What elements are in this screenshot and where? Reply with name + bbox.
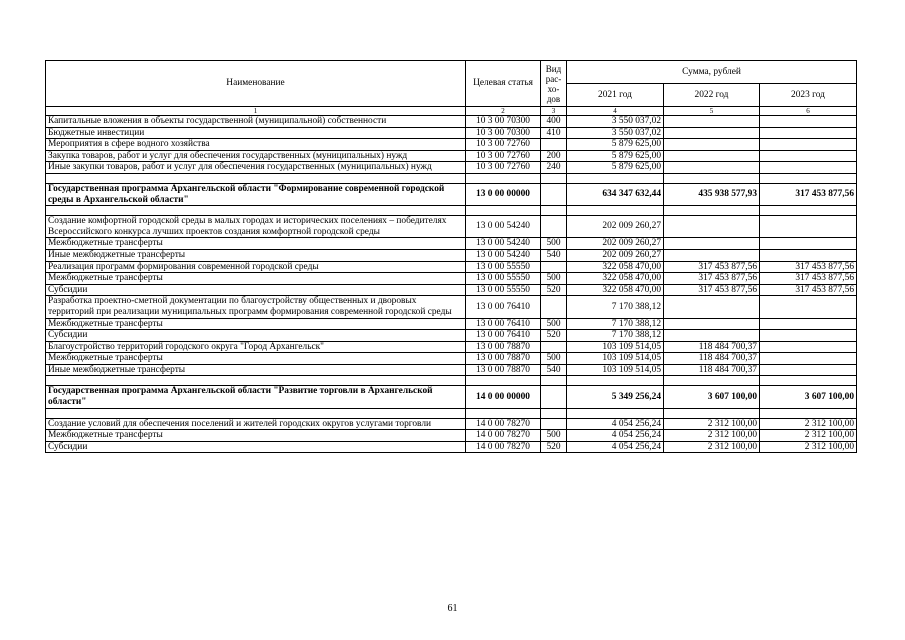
- row-sum-2021-cell: 4 054 256,24: [567, 441, 664, 453]
- column-number: 6: [760, 107, 857, 116]
- row-expense-type-cell: [541, 183, 567, 205]
- row-sum-2023-cell: [760, 238, 857, 250]
- row-sum-2023-cell: 2 312 100,00: [760, 441, 857, 453]
- table-row: [46, 353, 857, 365]
- row-expense-type-cell: 500: [541, 430, 567, 442]
- row-name-cell: Государственная программа Архангельской области "Формирование современной городской среды в Архангельской области": [46, 183, 466, 205]
- row-name-cell: Иные закупки товаров, работ и услуг для обеспечения государственных (муниципальных) нужд: [46, 162, 466, 174]
- row-target-cell: 14 0 00 78270: [466, 430, 541, 442]
- table-row: [46, 238, 857, 250]
- row-sum-2021-cell: 7 170 388,12: [567, 318, 664, 330]
- row-sum-2022-cell: 118 484 700,37: [664, 353, 760, 365]
- row-name-cell: Субсидии: [46, 284, 466, 296]
- empty-cell: [760, 376, 857, 386]
- empty-cell: [664, 206, 760, 216]
- row-name-cell: Межбюджетные трансферты: [46, 238, 466, 250]
- row-sum-2021-cell: 3 550 037,02: [567, 127, 664, 139]
- table-row: [46, 261, 857, 273]
- row-expense-type-cell: 500: [541, 318, 567, 330]
- row-sum-2022-cell: 317 453 877,56: [664, 284, 760, 296]
- row-sum-2021-cell: 5 879 625,00: [567, 150, 664, 162]
- empty-cell: [664, 376, 760, 386]
- row-target-cell: 13 0 00 76410: [466, 296, 541, 318]
- row-sum-2021-cell: 4 054 256,24: [567, 430, 664, 442]
- row-sum-2023-cell: [760, 353, 857, 365]
- column-number: 5: [664, 107, 760, 116]
- row-name-cell: Иные межбюджетные трансферты: [46, 364, 466, 376]
- empty-cell: [466, 206, 541, 216]
- row-name-cell: Благоустройство территорий городского округа "Город Архангельск": [46, 341, 466, 353]
- row-sum-2022-cell: [664, 330, 760, 342]
- table-row: [46, 127, 857, 139]
- row-sum-2022-cell: [664, 296, 760, 318]
- header-expense-type: Вид рас- хо- дов: [541, 61, 567, 107]
- table-row: [46, 150, 857, 162]
- row-sum-2021-cell: 7 170 388,12: [567, 296, 664, 318]
- row-name-cell: Иные межбюджетные трансферты: [46, 249, 466, 261]
- row-target-cell: 13 0 00 76410: [466, 330, 541, 342]
- row-sum-2023-cell: [760, 150, 857, 162]
- table-row: [46, 139, 857, 151]
- row-expense-type-cell: 200: [541, 150, 567, 162]
- row-target-cell: 13 0 00 78870: [466, 353, 541, 365]
- table-row: [46, 441, 857, 453]
- row-expense-type-cell: 500: [541, 353, 567, 365]
- row-sum-2023-cell: 2 312 100,00: [760, 430, 857, 442]
- row-sum-2023-cell: [760, 318, 857, 330]
- row-sum-2022-cell: 2 312 100,00: [664, 430, 760, 442]
- empty-cell: [664, 408, 760, 418]
- empty-cell: [46, 408, 466, 418]
- spacer-row: [46, 376, 857, 386]
- row-sum-2022-cell: [664, 127, 760, 139]
- column-number: 1: [46, 107, 466, 116]
- row-sum-2023-cell: [760, 216, 857, 238]
- table-row: [46, 418, 857, 430]
- row-sum-2022-cell: 118 484 700,37: [664, 341, 760, 353]
- budget-table: [45, 60, 857, 453]
- row-expense-type-cell: 540: [541, 249, 567, 261]
- table-row: [46, 430, 857, 442]
- row-target-cell: 13 0 00 76410: [466, 318, 541, 330]
- table-row: [46, 364, 857, 376]
- row-sum-2021-cell: 202 009 260,27: [567, 249, 664, 261]
- row-name-cell: Капитальные вложения в объекты государственной (муниципальной) собственности: [46, 116, 466, 128]
- row-sum-2021-cell: 3 550 037,02: [567, 116, 664, 128]
- row-sum-2022-cell: [664, 249, 760, 261]
- row-target-cell: 14 0 00 78270: [466, 441, 541, 453]
- row-name-cell: Межбюджетные трансферты: [46, 318, 466, 330]
- row-name-cell: Закупка товаров, работ и услуг для обеспечения государственных (муниципальных) нужд: [46, 150, 466, 162]
- row-target-cell: 10 3 00 72760: [466, 150, 541, 162]
- row-expense-type-cell: 500: [541, 238, 567, 250]
- row-sum-2021-cell: 103 109 514,05: [567, 341, 664, 353]
- row-expense-type-cell: 520: [541, 330, 567, 342]
- row-sum-2023-cell: [760, 330, 857, 342]
- row-sum-2021-cell: 5 879 625,00: [567, 139, 664, 151]
- row-target-cell: 13 0 00 55550: [466, 273, 541, 285]
- row-expense-type-cell: 520: [541, 284, 567, 296]
- row-name-cell: Субсидии: [46, 441, 466, 453]
- row-name-cell: Межбюджетные трансферты: [46, 353, 466, 365]
- empty-cell: [760, 206, 857, 216]
- row-sum-2023-cell: 317 453 877,56: [760, 261, 857, 273]
- row-sum-2022-cell: [664, 216, 760, 238]
- table-row: [46, 318, 857, 330]
- row-name-cell: Создание условий для обеспечения поселений и жителей городских округов услугами торговли: [46, 418, 466, 430]
- row-name-cell: Межбюджетные трансферты: [46, 273, 466, 285]
- table-row: [46, 341, 857, 353]
- row-sum-2022-cell: 3 607 100,00: [664, 386, 760, 408]
- row-target-cell: 13 0 00 00000: [466, 183, 541, 205]
- row-target-cell: 10 3 00 70300: [466, 127, 541, 139]
- row-sum-2023-cell: 3 607 100,00: [760, 386, 857, 408]
- table-row: [46, 162, 857, 174]
- empty-cell: [466, 173, 541, 183]
- row-name-cell: Государственная программа Архангельской области "Развитие торговли в Архангельской области": [46, 386, 466, 408]
- empty-cell: [567, 206, 664, 216]
- table-row: [46, 249, 857, 261]
- row-expense-type-cell: [541, 139, 567, 151]
- row-sum-2022-cell: [664, 162, 760, 174]
- row-sum-2023-cell: [760, 116, 857, 128]
- row-expense-type-cell: 540: [541, 364, 567, 376]
- table-row: [46, 284, 857, 296]
- row-name-cell: Разработка проектно-сметной документации по благоустройству общественных и дворовых территорий при реализации муниципальных программ формирования современной городской среды: [46, 296, 466, 318]
- row-sum-2022-cell: [664, 238, 760, 250]
- row-sum-2021-cell: 322 058 470,00: [567, 284, 664, 296]
- column-number: 4: [567, 107, 664, 116]
- row-target-cell: 10 3 00 70300: [466, 116, 541, 128]
- row-sum-2023-cell: [760, 364, 857, 376]
- table-body: [46, 116, 857, 453]
- empty-cell: [760, 173, 857, 183]
- row-target-cell: 14 0 00 78270: [466, 418, 541, 430]
- table-row: [46, 116, 857, 128]
- row-sum-2022-cell: 2 312 100,00: [664, 418, 760, 430]
- empty-cell: [664, 173, 760, 183]
- column-number: 3: [541, 107, 567, 116]
- row-sum-2021-cell: 103 109 514,05: [567, 353, 664, 365]
- row-sum-2021-cell: 322 058 470,00: [567, 261, 664, 273]
- row-target-cell: 10 3 00 72760: [466, 162, 541, 174]
- row-expense-type-cell: [541, 341, 567, 353]
- empty-cell: [466, 376, 541, 386]
- row-expense-type-cell: [541, 386, 567, 408]
- row-sum-2022-cell: [664, 116, 760, 128]
- page-number: 61: [447, 603, 458, 614]
- table-row: [46, 296, 857, 318]
- row-expense-type-cell: 520: [541, 441, 567, 453]
- row-sum-2023-cell: [760, 249, 857, 261]
- header-name: Наименование: [46, 61, 466, 107]
- empty-cell: [466, 408, 541, 418]
- row-target-cell: 14 0 00 00000: [466, 386, 541, 408]
- column-number-row: [46, 107, 857, 116]
- program-row: [46, 183, 857, 205]
- header-year-2021: 2021 год: [567, 84, 664, 107]
- empty-cell: [541, 376, 567, 386]
- row-sum-2022-cell: [664, 150, 760, 162]
- empty-cell: [46, 376, 466, 386]
- empty-cell: [541, 173, 567, 183]
- header-year-2023: 2023 год: [760, 84, 857, 107]
- row-sum-2023-cell: 317 453 877,56: [760, 284, 857, 296]
- table-row: [46, 273, 857, 285]
- row-sum-2022-cell: 317 453 877,56: [664, 261, 760, 273]
- row-sum-2023-cell: 317 453 877,56: [760, 273, 857, 285]
- row-sum-2023-cell: 2 312 100,00: [760, 418, 857, 430]
- empty-cell: [567, 376, 664, 386]
- empty-cell: [541, 206, 567, 216]
- row-sum-2022-cell: 435 938 577,93: [664, 183, 760, 205]
- row-sum-2023-cell: [760, 296, 857, 318]
- row-sum-2023-cell: [760, 139, 857, 151]
- row-sum-2021-cell: 103 109 514,05: [567, 364, 664, 376]
- row-sum-2021-cell: 5 349 256,24: [567, 386, 664, 408]
- row-expense-type-cell: [541, 296, 567, 318]
- row-target-cell: 13 0 00 55550: [466, 261, 541, 273]
- table-row: [46, 330, 857, 342]
- row-target-cell: 13 0 00 54240: [466, 238, 541, 250]
- row-sum-2021-cell: 202 009 260,27: [567, 238, 664, 250]
- empty-cell: [541, 408, 567, 418]
- row-target-cell: 13 0 00 54240: [466, 216, 541, 238]
- row-sum-2021-cell: 7 170 388,12: [567, 330, 664, 342]
- empty-cell: [567, 173, 664, 183]
- row-sum-2023-cell: 317 453 877,56: [760, 183, 857, 205]
- header-target-article: Целевая статья: [466, 61, 541, 107]
- row-sum-2023-cell: [760, 341, 857, 353]
- row-sum-2023-cell: [760, 162, 857, 174]
- row-target-cell: 10 3 00 72760: [466, 139, 541, 151]
- row-target-cell: 13 0 00 78870: [466, 341, 541, 353]
- spacer-row: [46, 206, 857, 216]
- row-name-cell: Межбюджетные трансферты: [46, 430, 466, 442]
- column-number: 2: [466, 107, 541, 116]
- row-name-cell: Реализация программ формирования современной городской среды: [46, 261, 466, 273]
- empty-cell: [567, 408, 664, 418]
- row-expense-type-cell: [541, 261, 567, 273]
- row-expense-type-cell: 410: [541, 127, 567, 139]
- row-target-cell: 13 0 00 55550: [466, 284, 541, 296]
- row-name-cell: Субсидии: [46, 330, 466, 342]
- empty-cell: [46, 206, 466, 216]
- row-sum-2021-cell: 5 879 625,00: [567, 162, 664, 174]
- row-sum-2022-cell: 2 312 100,00: [664, 441, 760, 453]
- row-target-cell: 13 0 00 54240: [466, 249, 541, 261]
- row-sum-2022-cell: [664, 318, 760, 330]
- row-sum-2021-cell: 202 009 260,27: [567, 216, 664, 238]
- row-expense-type-cell: [541, 418, 567, 430]
- table-row: [46, 216, 857, 238]
- row-target-cell: 13 0 00 78870: [466, 364, 541, 376]
- row-name-cell: Бюджетные инвестиции: [46, 127, 466, 139]
- empty-cell: [760, 408, 857, 418]
- row-expense-type-cell: 240: [541, 162, 567, 174]
- header-year-2022: 2022 год: [664, 84, 760, 107]
- row-sum-2022-cell: 118 484 700,37: [664, 364, 760, 376]
- row-name-cell: Создание комфортной городской среды в малых городах и исторических поселениях – победителях Всероссийского конкурса лучших проектов создания комфортной городской среды: [46, 216, 466, 238]
- row-sum-2022-cell: 317 453 877,56: [664, 273, 760, 285]
- row-sum-2021-cell: 634 347 632,44: [567, 183, 664, 205]
- row-expense-type-cell: 500: [541, 273, 567, 285]
- empty-cell: [46, 173, 466, 183]
- spacer-row: [46, 173, 857, 183]
- row-expense-type-cell: [541, 216, 567, 238]
- row-sum-2023-cell: [760, 127, 857, 139]
- row-sum-2022-cell: [664, 139, 760, 151]
- header-sum: Сумма, рублей: [567, 61, 857, 84]
- spacer-row: [46, 408, 857, 418]
- program-row: [46, 386, 857, 408]
- row-sum-2021-cell: 4 054 256,24: [567, 418, 664, 430]
- row-sum-2021-cell: 322 058 470,00: [567, 273, 664, 285]
- row-name-cell: Мероприятия в сфере водного хозяйства: [46, 139, 466, 151]
- row-expense-type-cell: 400: [541, 116, 567, 128]
